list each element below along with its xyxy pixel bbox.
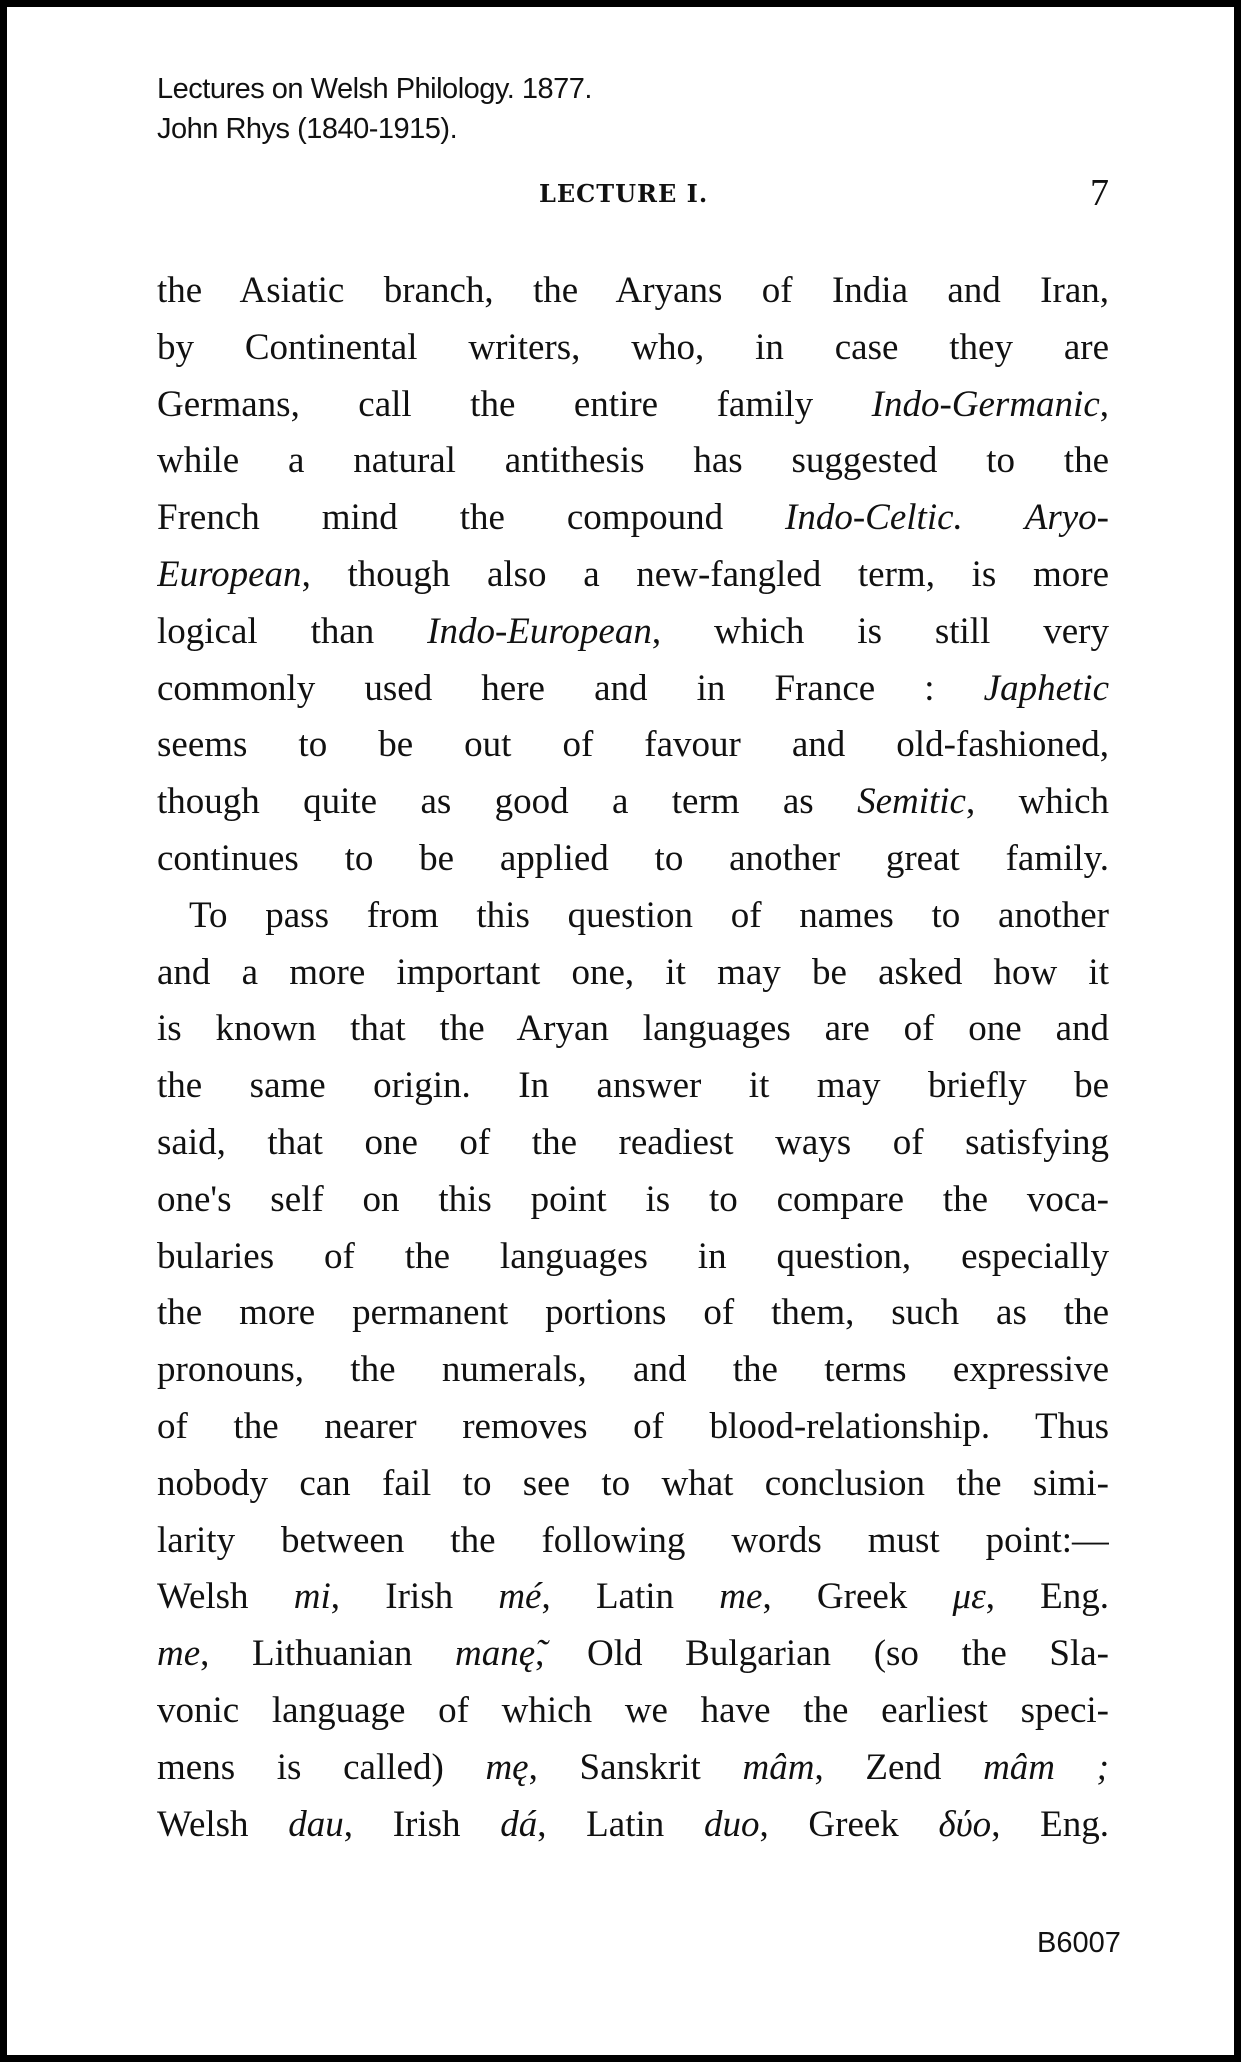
text-segment — [963, 497, 1025, 538]
italic-term: Semitic — [857, 781, 966, 823]
catalog-code: B6007 — [1037, 1927, 1121, 1959]
text-segment: vonic language of which we have the earliest speci- — [157, 1689, 1109, 1731]
text-segment: , Greek — [762, 1576, 953, 1618]
text-segment: , Zend — [814, 1746, 984, 1788]
italic-term: dá — [500, 1803, 538, 1845]
text-segment: by Continental writers, who, in case they are — [157, 326, 1109, 368]
text-segment: though quite as good a term as — [157, 781, 858, 823]
text-segment: the same origin. In answer it may briefly be — [157, 1065, 1109, 1107]
text-segment: , Eng. — [985, 1576, 1109, 1618]
text-segment: , Sanskrit — [528, 1746, 743, 1788]
italic-term: με — [952, 1576, 986, 1618]
running-head: LECTURE I. — [539, 179, 709, 208]
text-segment: one's self on this point is to compare the voca- — [157, 1178, 1109, 1220]
text-segment: continues to be applied to another great family. — [157, 837, 1109, 879]
text-line — [157, 547, 1109, 604]
italic-term: Indo-Celtic. — [785, 497, 963, 539]
text-line — [157, 1115, 1109, 1172]
italic-term: Japhetic — [983, 667, 1109, 709]
text-line — [157, 490, 1109, 547]
text-segment: bularies of the languages in question, especially — [157, 1235, 1109, 1277]
text-line — [157, 1058, 1109, 1115]
italic-term: European — [157, 553, 302, 595]
text-line — [157, 1229, 1109, 1286]
text-line — [157, 377, 1109, 434]
source-note-title: Lectures on Welsh Philology. 1877. — [157, 73, 592, 105]
italic-term: Indo-Germanic — [871, 383, 1100, 425]
text-line — [157, 1683, 1109, 1740]
text-segment: the Asiatic branch, the Aryans of India and Iran, — [157, 270, 1109, 311]
text-line — [157, 433, 1109, 490]
text-segment: , Irish — [343, 1803, 501, 1845]
text-line — [157, 1513, 1109, 1570]
text-segment: , though also a new-fangled term, is more — [301, 553, 1109, 595]
text-segment: Germans, call the entire family — [157, 383, 872, 425]
text-segment: of the nearer removes of blood-relationship. Thus — [157, 1405, 1109, 1447]
text-segment: , Latin — [541, 1576, 720, 1618]
text-segment: logical than — [157, 610, 428, 652]
text-segment: said, that one of the readiest ways of satisfying — [157, 1121, 1109, 1163]
text-line — [157, 263, 1109, 320]
scanned-page — [7, 7, 1234, 2055]
text-segment: French mind the compound — [157, 497, 786, 539]
text-line — [157, 1626, 1109, 1683]
body-text — [157, 263, 1109, 1853]
text-line — [157, 1001, 1109, 1058]
text-segment: mens is called) — [157, 1746, 486, 1788]
text-segment: larity between the following words must point:— — [157, 1519, 1109, 1561]
text-line — [157, 1569, 1109, 1626]
italic-term: duo — [703, 1803, 760, 1845]
page-number: 7 — [1090, 172, 1109, 214]
italic-term: Indo-European — [427, 610, 652, 652]
text-segment: seems to be out of favour and old-fashioned, — [157, 724, 1109, 766]
text-segment: is known that the Aryan languages are of one and — [157, 1008, 1109, 1050]
italic-term: mi — [293, 1576, 331, 1618]
text-segment: To pass from this question of names to another — [189, 894, 1109, 936]
italic-term: mâm ; — [983, 1746, 1109, 1788]
text-segment: , Irish — [330, 1576, 499, 1618]
text-segment: , Old Bulgarian (so the Sla- — [535, 1633, 1109, 1675]
text-line — [157, 888, 1109, 945]
text-segment: Welsh — [157, 1803, 289, 1845]
text-segment: , Lithuanian — [200, 1633, 455, 1675]
text-segment: , which — [965, 781, 1109, 823]
source-note-author: John Rhys (1840-1915). — [157, 113, 458, 145]
text-line — [157, 320, 1109, 377]
italic-term: manę̃ — [454, 1633, 536, 1675]
text-segment: nobody can fail to see to what conclusion the simi- — [157, 1462, 1109, 1504]
text-segment: commonly used here and in France : — [157, 667, 984, 709]
text-line — [157, 1399, 1109, 1456]
text-segment: , Latin — [537, 1803, 704, 1845]
text-segment: , which is still very — [651, 610, 1109, 652]
text-segment: , Eng. — [991, 1803, 1109, 1845]
text-line — [157, 774, 1109, 831]
text-line — [157, 945, 1109, 1002]
text-line — [157, 1740, 1109, 1797]
text-line — [157, 717, 1109, 774]
italic-term: δύο — [938, 1803, 992, 1845]
text-segment: , Greek — [759, 1803, 939, 1845]
text-line — [157, 1285, 1109, 1342]
text-line — [157, 604, 1109, 661]
italic-term: mé — [498, 1576, 542, 1618]
text-line — [157, 831, 1109, 888]
text-line — [157, 1456, 1109, 1513]
text-line — [157, 1797, 1109, 1854]
text-segment: and a more important one, it may be asked how it — [157, 951, 1109, 993]
text-line — [157, 661, 1109, 718]
text-segment: while a natural antithesis has suggested to the — [157, 440, 1109, 482]
italic-term: me — [719, 1576, 763, 1618]
italic-term: mâm — [742, 1746, 815, 1788]
text-segment: Welsh — [157, 1576, 294, 1618]
text-segment: , — [1099, 383, 1109, 425]
italic-term: mę — [485, 1746, 529, 1788]
text-segment: pronouns, the numerals, and the terms expressive — [157, 1349, 1109, 1391]
text-segment: the more permanent portions of them, such as the — [157, 1292, 1109, 1334]
text-line — [157, 1172, 1109, 1229]
italic-term: me — [157, 1633, 201, 1675]
italic-term: Aryo- — [1024, 497, 1109, 539]
italic-term: dau — [288, 1803, 344, 1845]
text-line — [157, 1342, 1109, 1399]
